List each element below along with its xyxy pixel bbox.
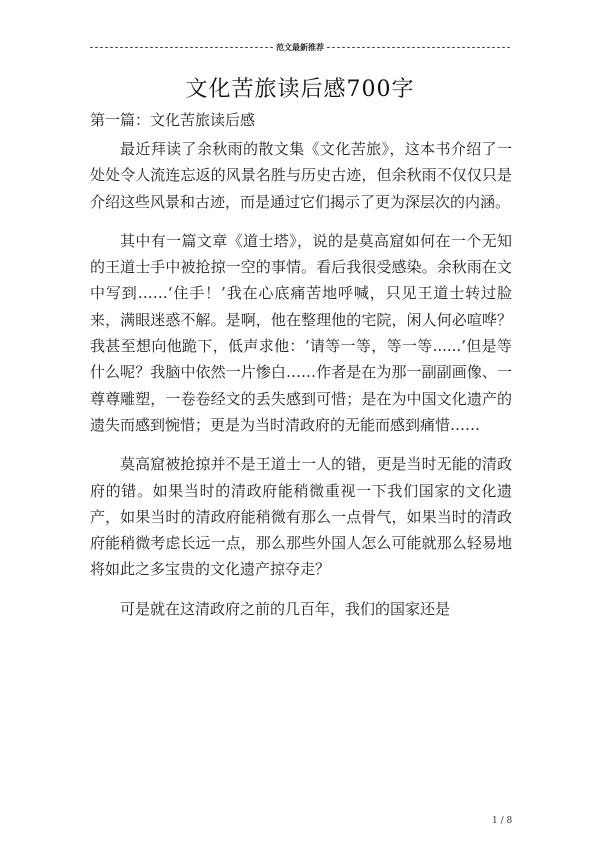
section-subtitle: 第一篇：文化苦旅读后感 [90, 111, 256, 129]
document-title: 文化苦旅读后感700字 [185, 77, 415, 102]
header-divider-left [90, 47, 273, 48]
page-number: 1 / 8 [492, 816, 513, 826]
page-header [90, 40, 510, 54]
paragraph: 最近拜读了余秋雨的散文集《文化苦旅》，这本书介绍了一处处令人流连忘返的风景名胜与历史古迹，但余秋雨不仅仅只是介绍这些风景和古迹，而是通过它们揭示了更为深层次的内涵。 [90, 140, 512, 211]
paragraph: 其中有一篇文章《道士塔》，说的是莫高窟如何在一个无知的王道士手中被抢掠一空的事情。看后我很受感染。余秋雨在文中写到……‘住手！’我在心底痛苦地呼喊，只见王道士转过脸来，满眼迷惑不解。是啊，他在整理他的宅院，闲人何必喧哗？我甚至想向他跪下，低声求他：‘请等一等，等一等......’但是等什么呢？我脑中依然一片惨白……作者是在为那一副副画像、一尊尊雕塑，一卷卷经文的丢失感到可惜；是在为中国文化遗产的遗失而感到惋惜；更是为当时清政府的无能而感到痛惜…… [90, 231, 512, 434]
header-label: 范文最新推荐 [276, 41, 324, 52]
paragraph: 莫高窟被抢掠并不是王道士一人的错，更是当时无能的清政府的错。如果当时的清政府能稍微重视一下我们国家的文化遗产，如果当时的清政府能稍微有那么一点骨气，如果当时的清政府能稍微考虑长远一点，那么那些外国人怎么可能就那么轻易地将如此之多宝贵的文化遗产掠夺走？ [90, 455, 512, 579]
document-body [90, 136, 512, 635]
header-divider-right [327, 47, 510, 48]
paragraph: 可是就在这清政府之前的几百年，我们的国家还是 [120, 599, 451, 618]
